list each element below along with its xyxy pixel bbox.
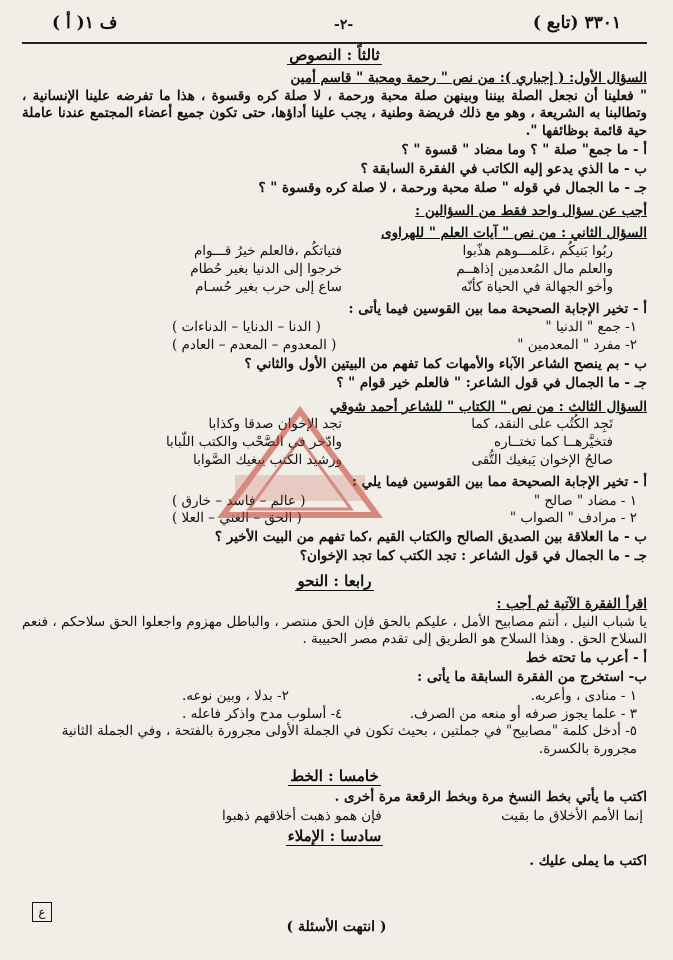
q1-title: السؤال الأول: ( إجباري ): من نص " رحمة ومحبة " قاسم أمين (290, 69, 647, 86)
q3-title: السؤال الثالث : من نص " الكتاب " للشاعر أحمد شوقي (329, 398, 647, 415)
page-box: ع (32, 902, 52, 922)
q3-b: ب - ما العلاقة بين الصديق الصالح والكتاب القيم ،كما تفهم من البيت الأخير ؟ (214, 529, 647, 546)
poem-2-hemistich: فتخيَّرهــا كما تختــاره (494, 434, 613, 451)
q1-b: ب - ما الذي يدعو إليه الكاتب في الفقرة السابقة ؟ (360, 160, 647, 177)
q2-a2-options: ( المعدوم – المعدم – العادم ) (172, 337, 337, 354)
poem-1-line (22, 243, 647, 261)
q1-a: أ - ما جمع" صلة " ؟ وما مضاد " قسوة " ؟ (401, 142, 647, 159)
poem-1-hemistich: ربُوا بَنيكُم ،عَلمـــوهم هذّبوا (462, 243, 613, 260)
q2-a: أ - تخير الإجابة الصحيحة مما بين القوسين فيما يأتى : (348, 300, 647, 317)
poem-1-hemistich: فتياتكُم ،فالعلم خيرُ قـــوام (193, 243, 342, 260)
section-calligraphy-title: خامسا : الخط (290, 767, 379, 786)
q2-title: السؤال الثاني : من نص " آيات العلم " للهراوى (381, 225, 647, 242)
page-number: -٢- (334, 17, 354, 33)
q3-a2-prompt: ٢ - مرادف " الصواب " (509, 510, 637, 527)
calligraphy-verse (22, 808, 647, 826)
poem-1-hemistich: خرجوا إلى الدنيا بغير حُطام (190, 260, 342, 277)
dictation-instruction: اكتب ما يملى عليك . (529, 853, 647, 870)
q2-a1-prompt: ١- جمع " الدنيا " (545, 319, 637, 336)
poem-2-hemistich: تجد الإخوان صدقا وكذابا (208, 416, 342, 433)
section-texts-title: ثالثاً : النصوص (289, 46, 380, 64)
section-dictation-title: سادسا : الإملاء (287, 827, 382, 846)
poem-2-hemistich: وادّخر في الصَّحْب والكتب اللّبابا (165, 434, 342, 451)
poem-2-hemistich: صالحُ الإخوان يَبغيك التُّقى (471, 452, 613, 469)
grammar-b2: ٢- بدلا ، وبين نوعه. (182, 687, 289, 704)
poem-1-line (22, 279, 647, 297)
grammar-b5: ٥- أدخل كلمة "مصابيح" في جملتين ، بحيث تكون في الجملة الأولى مجرورة بالفتحة ، وفي الجملة الثانية مجرورة بالكسرة. (61, 723, 637, 758)
calligraphy-instruction: اكتب ما يأتي بخط النسخ مرة وبخط الرقعة مرة أخرى . (334, 788, 647, 805)
q2-a1 (22, 319, 647, 337)
grammar-b1: ١ - منادى ، وأعربه. (530, 687, 637, 704)
form-code: ف ١( أ ) (52, 13, 118, 33)
section-grammar-title: رابعا : النحو (297, 571, 372, 590)
verse-right: إنما الأمم الأخلاق ما بقيت (501, 807, 643, 824)
poem-1-line (22, 261, 647, 279)
verse-left: فإن همو ذهبت أخلاقهم ذهبوا (222, 807, 382, 824)
q3-c: جـ - ما الجمال في قول الشاعر : تجد الكتب كما تجد الإخوان؟ (299, 548, 647, 565)
watermark-band-icon (235, 475, 365, 501)
poem-2-hemistich: ورشيد الكتب يبغيك الصَّوابا (193, 452, 342, 469)
poem-1-hemistich: ساع إلى حرب بغير حُسـام (195, 278, 342, 295)
grammar-b-row2 (22, 706, 647, 724)
poem-1-hemistich: وأخو الجهالة في الحياة كأنّه (460, 278, 613, 295)
grammar-b-row1 (22, 688, 647, 706)
q2-a2-prompt: ٢- مفرد " المعدمين " (517, 337, 637, 354)
poem-1 (22, 243, 647, 296)
header-rule (22, 42, 647, 44)
poem-1-hemistich: والعلم مال المُعدمين إذاهــم (456, 260, 613, 277)
publisher-watermark (205, 405, 395, 525)
q3-a2-options: ( الحق – الغني – العلا ) (172, 510, 302, 527)
poem-2-hemistich: تَجِد الكُتُب على النقد، كما (471, 416, 613, 433)
q3-a: أ - تخير الإجابة الصحيحة مما بين القوسين فيما يلي : (351, 473, 647, 490)
grammar-instruction: اقرأ الفقرة الآتية ثم أجب : (496, 595, 647, 612)
q2-c: جـ - ما الجمال في قول الشاعر: " فالعلم خير قوام " ؟ (336, 374, 647, 391)
grammar-b4: ٤- أسلوب مدح واذكر فاعله . (182, 705, 343, 722)
q3-a1-options: ( عالم – فاسد – خارق ) (172, 492, 306, 509)
choose-instruction: أجب عن سؤال واحد فقط من السؤالين : (415, 203, 647, 220)
grammar-a: أ - أعرب ما تحته خط (525, 650, 647, 667)
grammar-b3: ٣ - علما يجوز صرفه أو منعه من الصرف. (409, 705, 637, 722)
end-of-questions: ( انتهت الأسئلة ) (286, 919, 387, 935)
page-header (22, 10, 647, 38)
grammar-passage: يا شباب النيل ، أنتم مصابيح الأمل ، عليكم بالحق فإن الحق منتصر ، والباطل مهزوم واجعلوا الحق سلاحكم ، فنعم السلاح الحق . وهذا السلاح هو الطريق إلى تقدم مصر الحبيبة . (22, 613, 647, 648)
q1-c: جـ - ما الجمال في قوله " صلة محبة ورحمة ، لا صلة كره وقسوة " ؟ (258, 179, 647, 196)
q2-a2 (22, 337, 647, 355)
exam-code: ٣٣٠١ (تابع ) (532, 13, 621, 33)
q3-a1-prompt: ١ - مضاد " صالح " (533, 492, 637, 509)
q2-b: ب - بم ينصح الشاعر الآباء والأمهات كما تفهم من البيتين الأول والثاني ؟ (244, 355, 647, 372)
grammar-b: ب- استخرج من الفقرة السابقة ما يأتى : (417, 668, 647, 685)
q1-passage: " فعلينا أن نجعل الصلة بيننا وبينهن صلة محبة ورحمة ، لا صلة كره وقسوة ، هذا ما تفرضه علينا الإنسانية ، وتطالبنا به الشريعة ، وهو مع ذلك فريضة وطنية ، يجب علينا أداؤها، حتى تكون جميع أعضاء المجتمع عندنا عاملة حية قائمة بوظائفها ". (22, 87, 647, 140)
q2-a1-options: ( الدنا – الدنايا – الدناءات ) (172, 319, 321, 336)
